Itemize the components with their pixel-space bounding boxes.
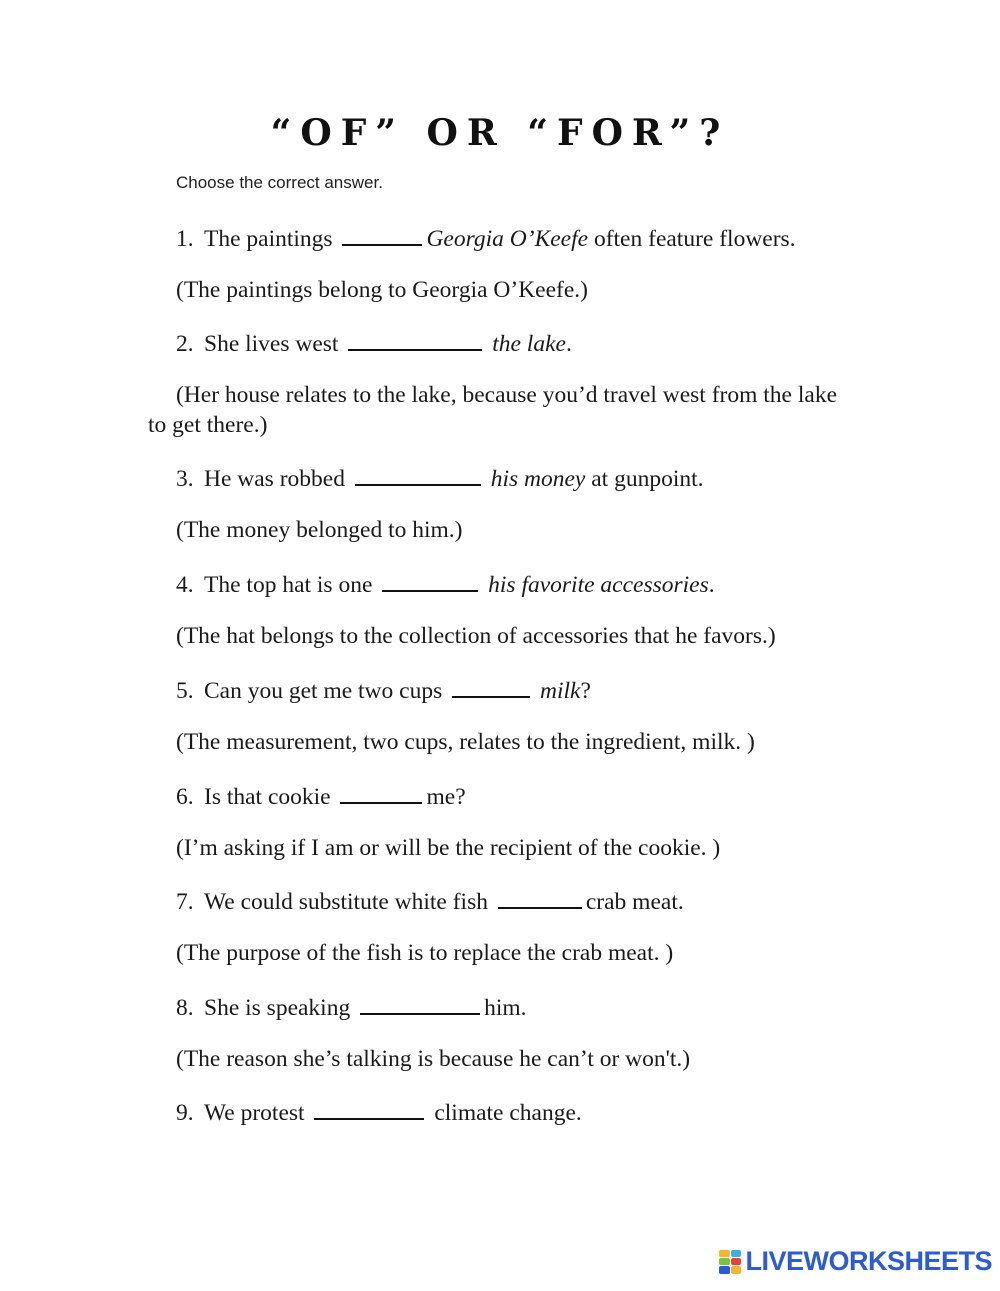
- question-5: [176, 674, 591, 706]
- answer-blank-9[interactable]: [314, 1096, 424, 1120]
- instruction-text: Choose the correct answer.: [176, 173, 383, 192]
- hint-3: (The money belonged to him.): [176, 517, 463, 543]
- question-ending: climate change.: [428, 1100, 582, 1126]
- question-ending: him.: [484, 995, 527, 1021]
- question-ending: .: [708, 572, 715, 598]
- question-ending: crab meat.: [585, 889, 684, 915]
- answer-blank-8[interactable]: [360, 991, 480, 1015]
- question-text: The paintings: [204, 226, 333, 252]
- question-reference: milk: [539, 678, 581, 704]
- question-number: 8.: [176, 995, 194, 1021]
- question-7: [176, 885, 684, 917]
- answer-blank-4[interactable]: [382, 568, 478, 592]
- question-text: Is that cookie: [204, 784, 331, 810]
- answer-blank-3[interactable]: [355, 462, 481, 486]
- question-text: We protest: [204, 1100, 305, 1126]
- question-text: The top hat is one: [204, 572, 373, 598]
- liveworksheets-logo-icon: [719, 1250, 741, 1274]
- hint-8: (The reason she’s talking is because he can’t or won't.): [176, 1046, 691, 1072]
- question-reference: his money: [490, 466, 586, 492]
- hint-1: (The paintings belong to Georgia O’Keefe.): [176, 277, 588, 303]
- question-text: We could substitute white fish: [204, 889, 488, 915]
- question-ending: ?: [580, 678, 591, 704]
- question-number: 6.: [176, 784, 194, 810]
- question-4: [176, 568, 715, 600]
- question-text: Can you get me two cups: [204, 678, 443, 704]
- hint-7: (The purpose of the fish is to replace the crab meat. ): [176, 940, 674, 966]
- answer-blank-7[interactable]: [498, 885, 582, 909]
- question-number: 4.: [176, 572, 194, 598]
- question-1: [176, 222, 796, 254]
- answer-blank-2[interactable]: [348, 327, 482, 351]
- logo-text: LIVEWORKSHEETS: [745, 1246, 992, 1276]
- question-ending: me?: [426, 784, 466, 810]
- hint-2: (Her house relates to the lake, because you’d travel west from the lake to get there.): [148, 382, 837, 438]
- question-2: [176, 327, 572, 359]
- question-text: She lives west: [204, 331, 339, 357]
- question-9: [176, 1096, 582, 1128]
- hint-6: (I’m asking if I am or will be the recipient of the cookie. ): [176, 835, 721, 861]
- question-number: 1.: [176, 226, 194, 252]
- question-number: 5.: [176, 678, 194, 704]
- question-ending: often feature flowers.: [588, 226, 796, 252]
- answer-blank-5[interactable]: [452, 674, 530, 698]
- worksheet-title: “OF” OR “FOR”?: [270, 112, 730, 154]
- question-number: 9.: [176, 1100, 194, 1126]
- question-3: [176, 462, 704, 494]
- question-text: She is speaking: [204, 995, 351, 1021]
- answer-blank-1[interactable]: [342, 222, 422, 246]
- question-number: 2.: [176, 331, 194, 357]
- question-text: He was robbed: [204, 466, 345, 492]
- answer-blank-6[interactable]: [340, 780, 422, 804]
- question-reference: the lake: [492, 331, 566, 357]
- liveworksheets-logo[interactable]: [719, 1246, 992, 1277]
- question-number: 7.: [176, 889, 194, 915]
- hint-5: (The measurement, two cups, relates to the ingredient, milk. ): [176, 729, 755, 755]
- question-reference: Georgia O’Keefe: [426, 226, 589, 252]
- question-6: [176, 780, 466, 812]
- question-number: 3.: [176, 466, 194, 492]
- question-ending: .: [565, 331, 572, 357]
- question-reference: his favorite accessories: [488, 572, 709, 598]
- hint-4: (The hat belongs to the collection of accessories that he favors.): [176, 623, 776, 649]
- question-ending: at gunpoint.: [585, 466, 704, 492]
- question-8: [176, 991, 527, 1023]
